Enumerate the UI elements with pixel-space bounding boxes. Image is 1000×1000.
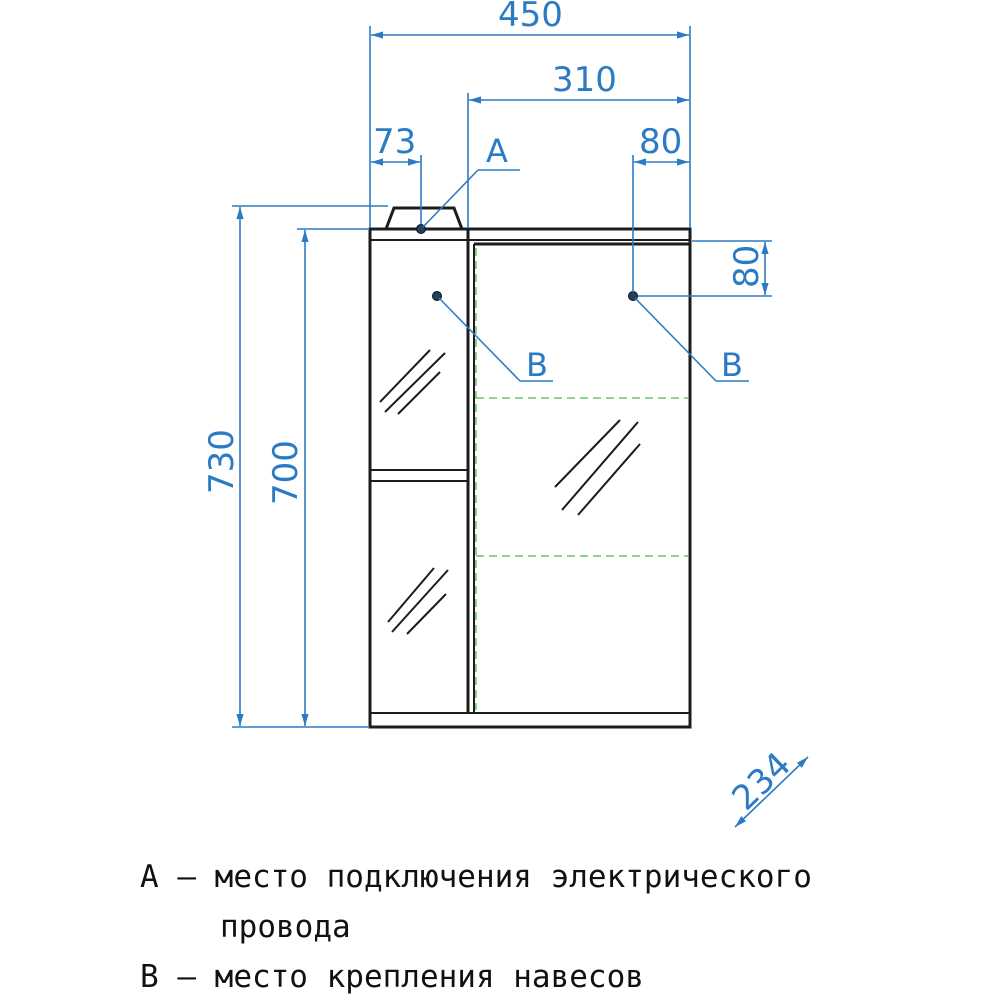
dim-overall-width-value: 450 <box>498 0 563 35</box>
legend-line-a: A – место подключения электрического <box>140 859 812 895</box>
dim-right-offset-value: 80 <box>639 122 683 162</box>
glass-hatch-upper-left <box>380 350 445 414</box>
label-b-right: B <box>721 346 743 384</box>
dim-right-offset <box>633 155 689 292</box>
glass-hatch-lower-left <box>388 568 448 634</box>
legend-line-b: B – место крепления навесов <box>140 959 644 995</box>
dim-depth-value: 234 <box>724 744 799 819</box>
label-a: A <box>486 132 508 170</box>
dim-top-offset-value: 80 <box>727 244 767 288</box>
dim-body-height-value: 700 <box>266 440 306 505</box>
cabinet-outline <box>370 208 690 727</box>
label-b-left: B <box>526 346 548 384</box>
dim-total-height-value: 730 <box>202 429 242 494</box>
dim-left-offset <box>371 155 421 224</box>
shelves <box>476 248 688 710</box>
dim-left-offset-value: 73 <box>373 122 417 162</box>
leader-a <box>423 170 520 227</box>
dim-total-height <box>232 206 388 727</box>
legend-line-a-cont: провода <box>220 909 351 945</box>
dim-mirror-width-value: 310 <box>552 60 617 100</box>
glass-hatch-mirror <box>555 420 640 515</box>
dim-body-height <box>297 229 368 726</box>
